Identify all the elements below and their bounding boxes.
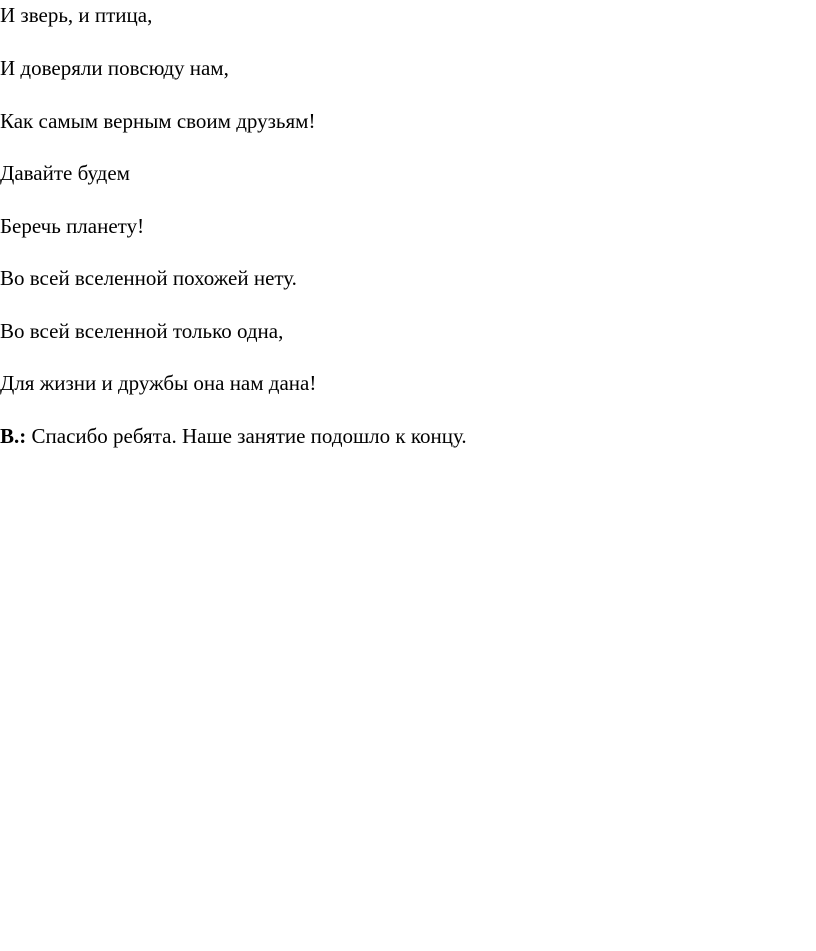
poem-line-7: Во всей вселенной только одна, xyxy=(0,319,284,343)
speaker-label: В.: xyxy=(0,424,27,448)
poem-line-8: Для жизни и дружбы она нам дана! xyxy=(0,371,317,395)
poem-line-5: Беречь планету! xyxy=(0,214,145,238)
closing-line xyxy=(0,423,467,449)
poem-line-2: И доверяли повсюду нам, xyxy=(0,56,229,80)
closing-text: Спасибо ребята. Наше занятие подошло к концу. xyxy=(26,424,467,448)
poem-line-6: Во всей вселенной похожей нету. xyxy=(0,266,297,290)
poem-line-1: И зверь, и птица, xyxy=(0,3,153,27)
poem-line-4: Давайте будем xyxy=(0,161,130,185)
poem-line-3: Как самым верным своим друзьям! xyxy=(0,109,316,133)
